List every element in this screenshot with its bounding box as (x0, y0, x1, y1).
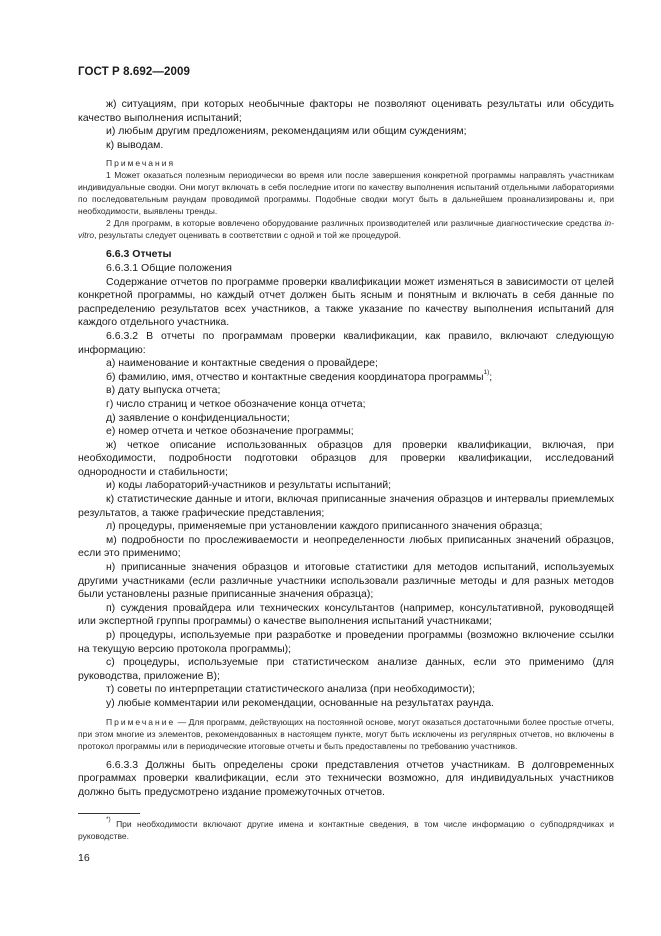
footnote-marker: *) (106, 816, 111, 823)
list-item: к) статистические данные и итоги, включая приписанные значения образцов и интервалы приемлемых результатов, а также графические представления; (78, 493, 614, 519)
list-item: и) коды лабораторий-участников и результаты испытаний; (106, 479, 392, 492)
note-general: Примечание — Для программ, действующих на постоянной основе, могут оказаться достаточными более простые отчеты, при этом многие из элементов, рекомендованных в настоящем пункте, могут быть исключены из регулярных отчетов, но включены в протокол программы или в периодические итоговые отчеты и быть предоставлены по требованию участников. (78, 716, 614, 751)
list-item: и) любым другим предложениям, рекомендациям или общим суждениям; (106, 125, 467, 138)
note-label: Примечание (106, 716, 176, 727)
note-1: 1 Может оказаться полезным периодически во время или после завершения конкретной программы направлять участникам индивидуальные сводки. Они могут включать в себя последние итоги по качеству выполнения испытаний отдельными лабораториями по последовательным раундам проводимой программы. Подобные сводки могут быть в дальнейшем проанализированы и, при необходимости, выявлены тренды. (78, 170, 614, 217)
section-heading: 6.6.3 Отчеты (106, 248, 172, 261)
paragraph: 6.6.3.2 В отчеты по программам проверки квалификации, как правило, включают следующую информацию: (78, 329, 614, 356)
list-item: а) наименование и контактные сведения о провайдере; (106, 357, 378, 370)
footnote-divider (78, 813, 140, 814)
page-number: 16 (78, 852, 90, 864)
subsection-heading: 6.6.3.1 Общие положения (106, 261, 232, 274)
list-item: в) дату выпуска отчета; (106, 384, 221, 397)
notes-block (78, 157, 614, 241)
list-item: ж) ситуациям, при которых необычные факторы не позволяют оценивать результаты или обсудить качество выполнения испытаний; (78, 98, 614, 124)
note-2: 2 Для программ, в которые вовлечено оборудование различных производителей или различные диагностические средства in-vitro, результаты следует оценивать в соответствии с одной и той же процедурой. (78, 218, 614, 241)
list-item: б) фамилию, имя, отчество и контактные сведения координатора программы$^{1)}$; (106, 368, 493, 383)
in-vitro-term: in-vitro (78, 218, 614, 241)
list-item: п) суждения провайдера или технических консультантов (например, консультативной, руководящей или экспертной группы программы) о качестве выполнения испытаний участниками; (78, 601, 614, 628)
list-item: к) выводам. (106, 138, 164, 151)
list-item: м) подробности по прослеживаемости и неопределенности любых приписанных значений образцов, если это применимо; (78, 533, 614, 560)
list-item: т) советы по интерпретации статистического анализа (при необходимости); (106, 683, 476, 696)
paragraph: 6.6.3.3 Должны быть определены сроки представления отчетов участникам. В долговременных программах проверки квалификации, если это технически возможно, для индивидуальных участников должно быть предусмотрено издание промежуточных отчетов. (78, 758, 614, 798)
footnote-ref: 1) (483, 368, 490, 376)
list-item: с) процедуры, используемые при статистическом анализе данных, если это применимо (для руководства, приложение В); (78, 656, 614, 682)
page-header: ГОСТ Р 8.692—2009 (78, 66, 190, 78)
list-item: г) число страниц и четкое обозначение конца отчета; (106, 397, 366, 410)
list-item: е) номер отчета и четкое обозначение программы; (106, 425, 354, 438)
list-item: н) приписанные значения образцов и итоговые статистики для методов испытаний, используемых другими участниками (если различные участники использовали различные методы и для разных методов были установлены разные приписанные значения образца); (78, 561, 614, 601)
list-item: д) заявление о конфиденциальности; (106, 411, 290, 424)
paragraph: Содержание отчетов по программе проверки квалификации может изменяться в зависимости от целей конкретной программы, но каждый отчет должен быть ясным и понятным и включать в себя данные по распределению результатов всех участников, а также указание по качеству выполнения испытаний для каждого отдельного участника. (78, 275, 614, 329)
footnote: *) При необходимости включают другие имена и контактные сведения, в том числе информацию о субподрядчиках и руководстве. (78, 816, 614, 841)
list-item: р) процедуры, используемые при разработке и проведении программы (возможно включение ссылки на текущую версию протокола программы); (78, 629, 614, 655)
list-item: л) процедуры, применяемые при установлении каждого приписанного значения образца; (106, 520, 543, 533)
list-item: у) любые комментарии или рекомендации, основанные на результатах раунда. (106, 696, 494, 709)
list-item: ж) четкое описание использованных образцов для проверки квалификации, включая, при необходимости, подробности подготовки образцов для проверки квалификации, исследований однородности и стабильности; (78, 438, 614, 478)
notes-title: Примечания (106, 158, 176, 169)
document-body (78, 98, 614, 799)
